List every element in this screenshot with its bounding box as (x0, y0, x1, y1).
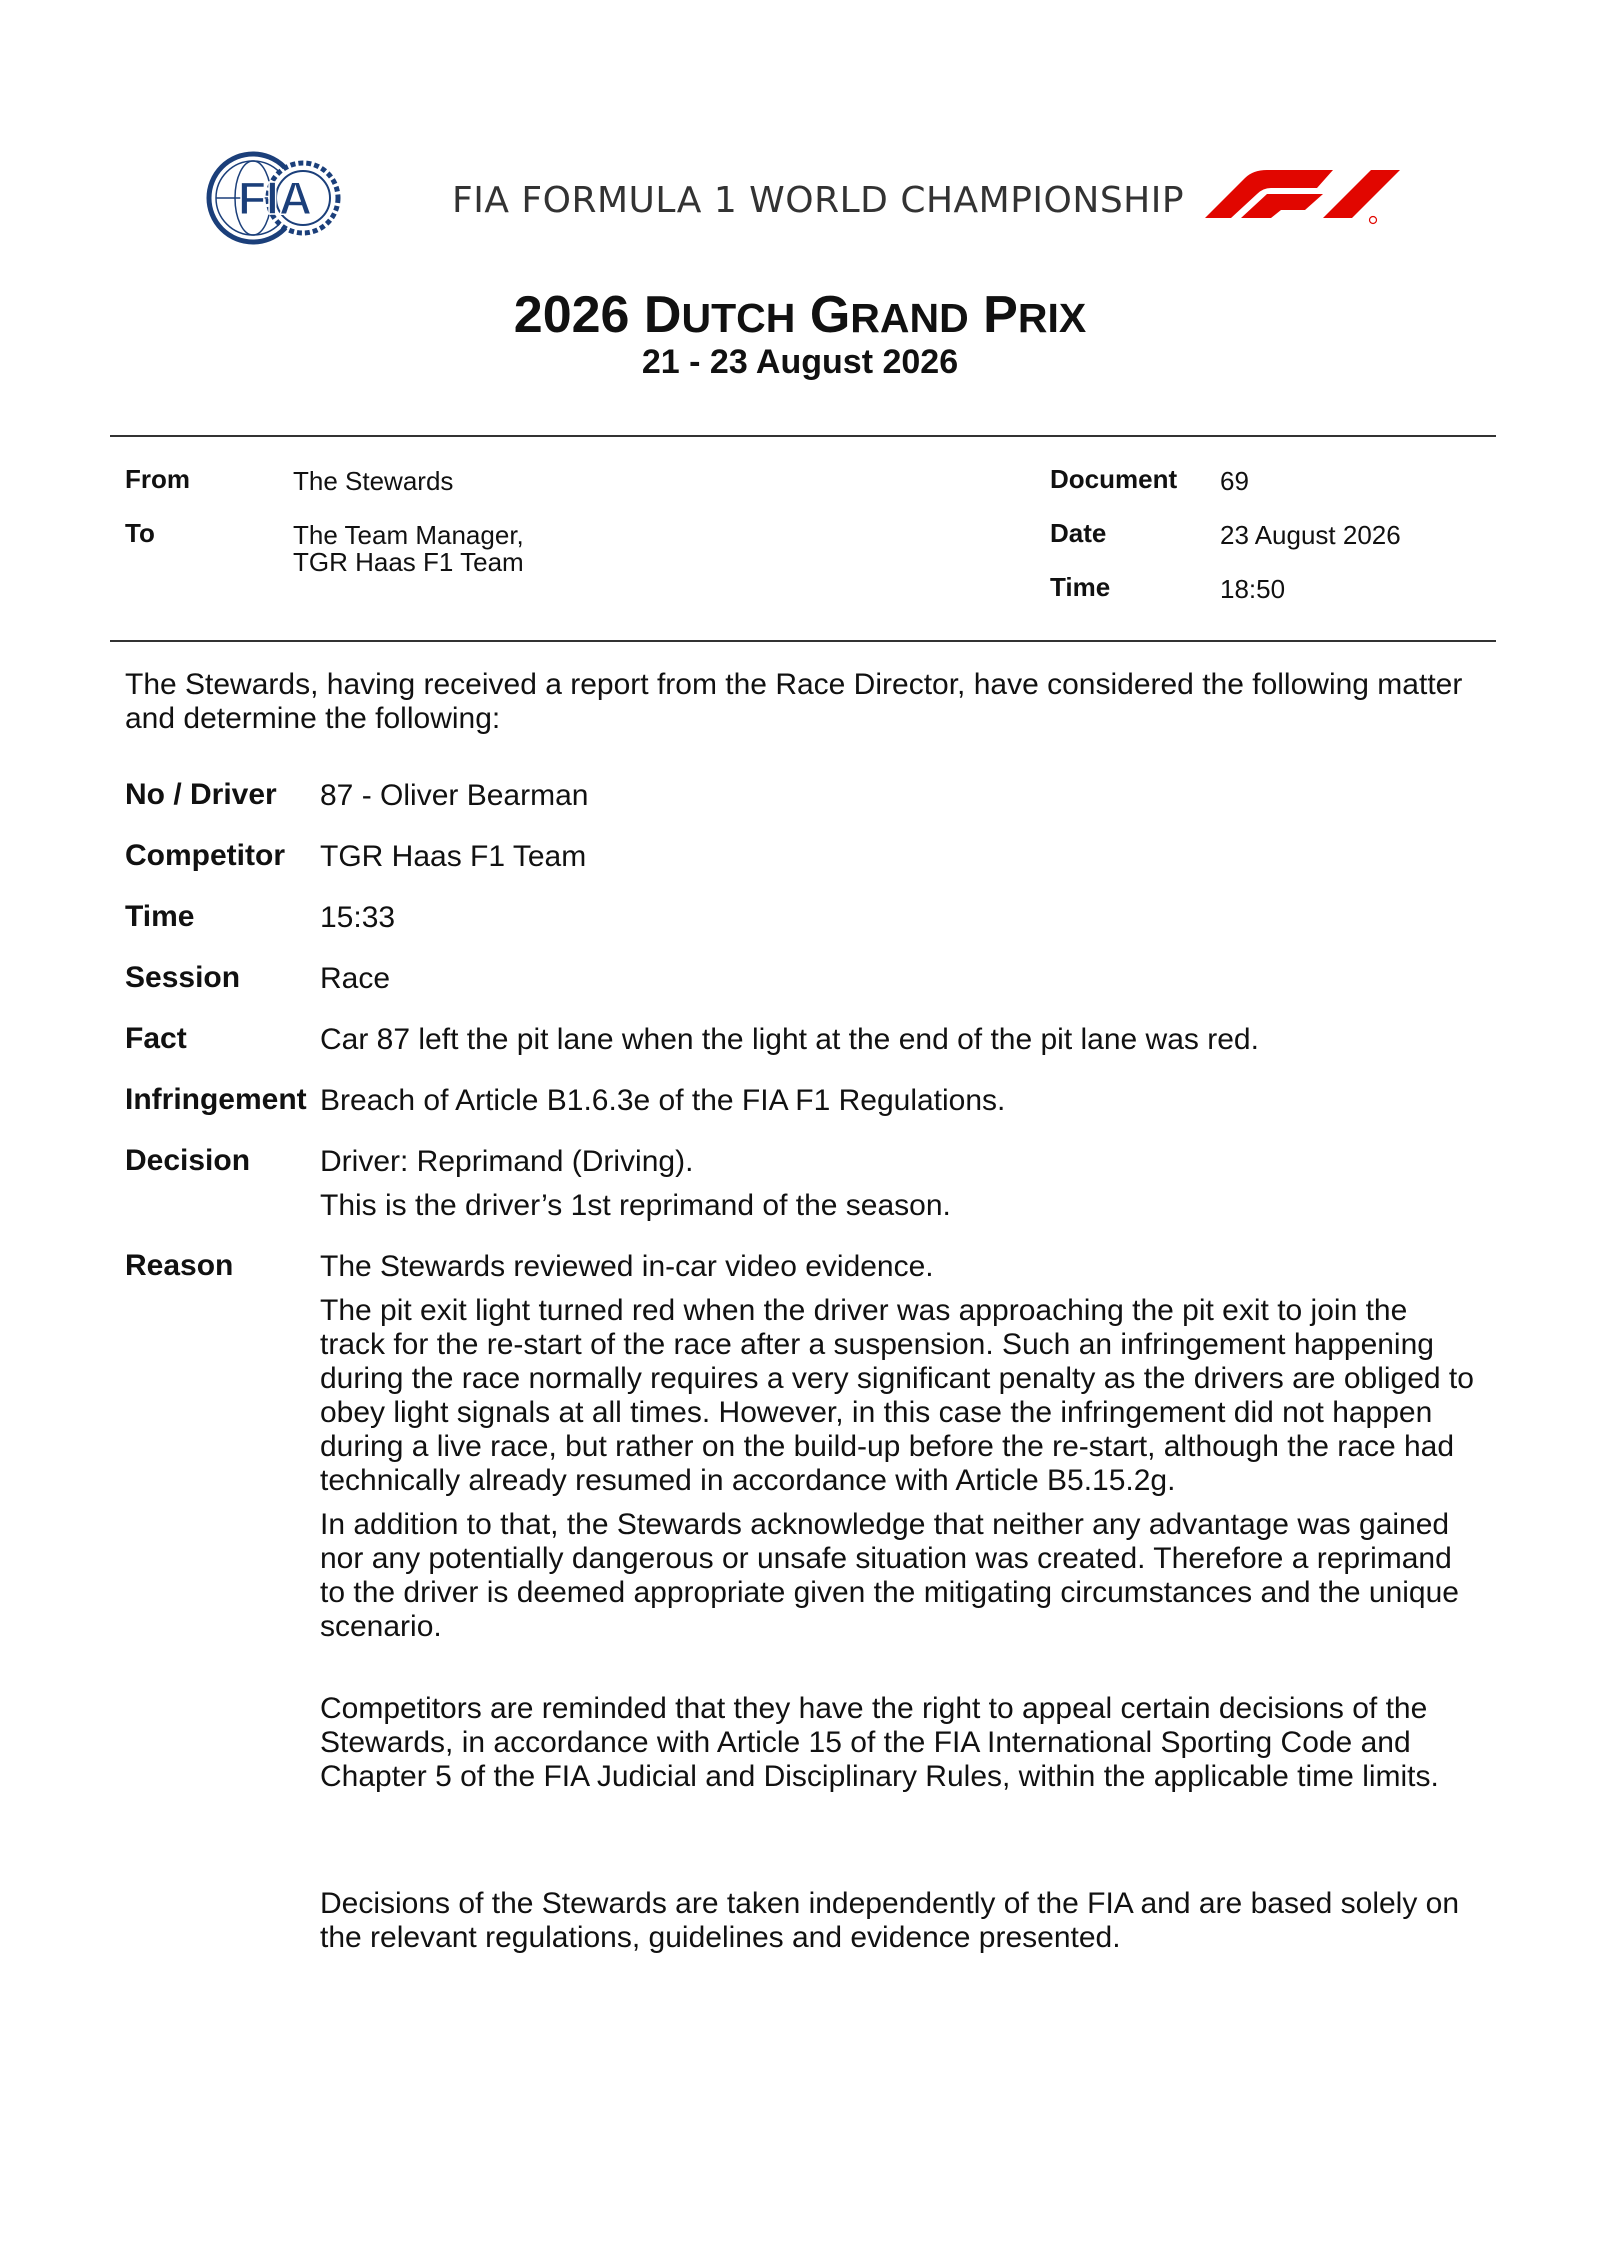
fia-logo (205, 150, 345, 246)
time-value: 18:50 (1220, 574, 1286, 604)
independence-notice: Decisions of the Stewards are taken independently of the FIA and are based solely on the relevant regulations, guidelines and evidence presented. (320, 1887, 1460, 1954)
event-title-letter: G (809, 286, 851, 344)
to-value-line1: The Team Manager, (293, 520, 524, 550)
header-divider-top (110, 435, 1496, 437)
infringement-value: Breach of Article B1.6.3e of the FIA F1 Regulations. (320, 1084, 1006, 1117)
reason-paragraph: In addition to that, the Stewards acknowledge that neither any advantage was gained nor any potentially dangerous or unsafe situation was created. Therefore a reprimand to the driver is deemed appropriate given the mitigating circumstances and the unique scenario. (320, 1508, 1459, 1643)
time-label: Time (1050, 572, 1111, 602)
reason-paragraph: The pit exit light turned red when the driver was approaching the pit exit to join the track for the re-start of the race after a suspension. Such an infringement happening during the race normally requires a very significant penalty as the drivers are obliged to obey light signals at all times. However, in this case the infringement did not happen during a live race, but rather on the build-up before the re-start, although the race had technically already resumed in accordance with Article B5.15.2g. (320, 1294, 1474, 1497)
infringement-label: Infringement (125, 1083, 307, 1116)
event-title (0, 285, 1600, 345)
reason-paragraph: The Stewards reviewed in-car video evidence. (320, 1250, 934, 1283)
fact-value: Car 87 left the pit lane when the light at the end of the pit lane was red. (320, 1023, 1259, 1056)
session-value: Race (320, 962, 391, 995)
decision-penalty: Driver: Reprimand (Driving). (320, 1145, 694, 1178)
reason-value (320, 1250, 1480, 1654)
driver-label: No / Driver (125, 778, 277, 811)
fact-label: Fact (125, 1022, 187, 1055)
document-number: 69 (1220, 466, 1249, 496)
f1-logo (1205, 168, 1400, 226)
to-value-line2: TGR Haas F1 Team (293, 547, 524, 577)
event-title-letter: D (643, 286, 682, 344)
to-label: To (125, 518, 155, 548)
session-label: Session (125, 961, 241, 994)
from-value: The Stewards (293, 466, 454, 496)
decision-value (320, 1145, 1480, 1233)
competitor-value: TGR Haas F1 Team (320, 840, 587, 873)
header-divider-bottom (110, 640, 1496, 642)
incident-time-label: Time (125, 900, 195, 933)
championship-title: FIA FORMULA 1 WORLD CHAMPIONSHIP (452, 180, 1185, 221)
event-title-letter: P (983, 286, 1018, 344)
decision-reprimand-count: This is the driver’s 1st reprimand of the season. (320, 1189, 951, 1222)
event-title-smallcaps: UTCH (681, 295, 796, 341)
appeal-notice: Competitors are reminded that they have the right to appeal certain decisions of the Stewards, in accordance with Article 15 of the FIA International Sporting Code and Chapter 5 of the FIA Judicial and Disciplinary Rules, within the applicable time limits. (320, 1692, 1439, 1793)
fia-logo-text: FIA (237, 172, 313, 224)
event-title-smallcaps: RIX (1017, 295, 1087, 341)
reason-label: Reason (125, 1249, 234, 1282)
event-dates: 21 - 23 August 2026 (641, 343, 959, 381)
competitor-label: Competitor (125, 839, 285, 872)
date-value: 23 August 2026 (1220, 520, 1401, 550)
driver-value: 87 - Oliver Bearman (320, 779, 589, 812)
document-label: Document (1050, 464, 1178, 494)
date-label: Date (1050, 518, 1107, 548)
decision-label: Decision (125, 1144, 251, 1177)
intro-paragraph: The Stewards, having received a report from the Race Director, have considered the following matter and determine the following: (125, 668, 1463, 735)
event-year: 2026 (513, 286, 630, 344)
event-title-smallcaps: RAND (850, 295, 969, 341)
from-label: From (125, 464, 190, 494)
incident-time-value: 15:33 (320, 901, 396, 934)
